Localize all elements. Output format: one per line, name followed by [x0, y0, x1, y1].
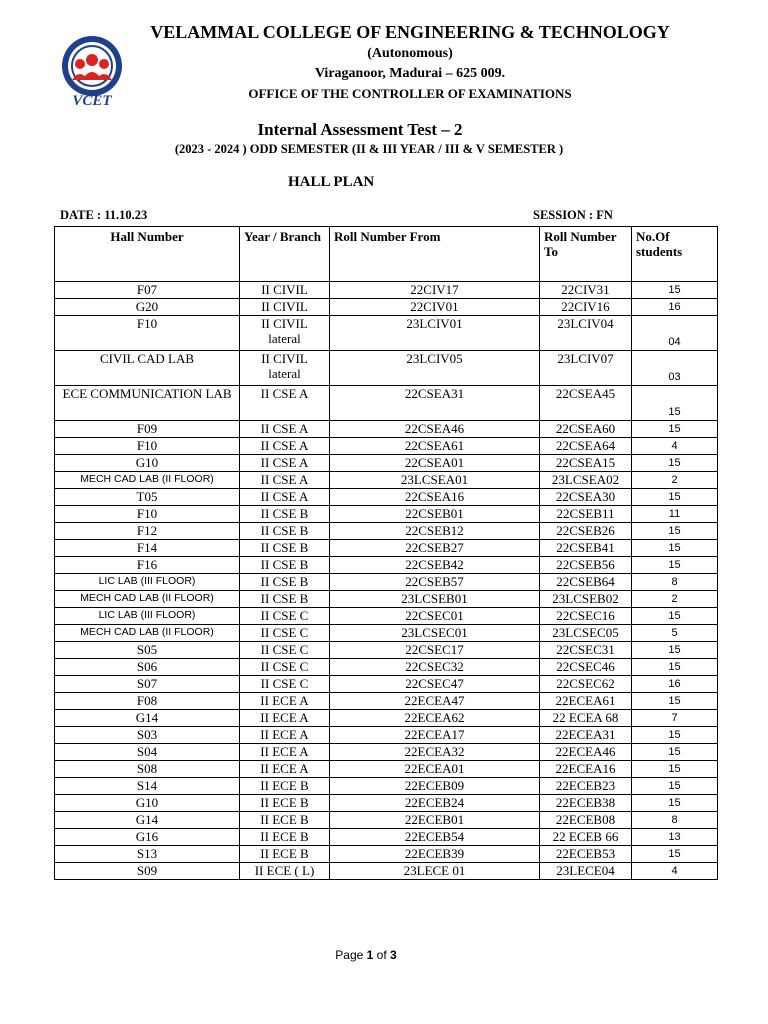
roll-from-cell: 22ECEB39 — [330, 846, 540, 863]
hall-cell: LIC LAB (III FLOOR) — [55, 574, 240, 591]
logo-text: VCET — [72, 93, 112, 108]
roll-from-cell: 22CSEA46 — [330, 421, 540, 438]
table-row — [55, 795, 718, 812]
students-cell: 03 — [632, 351, 718, 386]
test-title: Internal Assessment Test – 2 — [257, 120, 463, 139]
header-hall-number: Hall Number — [55, 227, 240, 282]
hall-cell: S05 — [55, 642, 240, 659]
roll-from-cell: 22CSEB42 — [330, 557, 540, 574]
students-cell: 5 — [632, 625, 718, 642]
branch-cell: II CSE B — [240, 523, 330, 540]
branch-cell: II ECE B — [240, 846, 330, 863]
roll-from-cell: 22ECEA47 — [330, 693, 540, 710]
table-row — [55, 557, 718, 574]
roll-from-cell: 22CSEA61 — [330, 438, 540, 455]
roll-to-cell: 22CSEB64 — [540, 574, 632, 591]
students-cell: 2 — [632, 472, 718, 489]
roll-from-cell: 22CSEC32 — [330, 659, 540, 676]
roll-to-cell: 23LCIV07 — [540, 351, 632, 386]
hall-cell: MECH CAD LAB (II FLOOR) — [55, 625, 240, 642]
students-cell: 15 — [632, 727, 718, 744]
header-year-branch: Year / Branch — [240, 227, 330, 282]
students-cell: 15 — [632, 795, 718, 812]
roll-to-cell: 23LCSEB02 — [540, 591, 632, 608]
header-roll-to: Roll Number To — [540, 227, 632, 282]
table-row — [55, 659, 718, 676]
branch-cell: II CSE A — [240, 438, 330, 455]
roll-to-cell: 23LCSEC05 — [540, 625, 632, 642]
roll-from-cell: 22ECEB01 — [330, 812, 540, 829]
branch-cell: II CSE B — [240, 557, 330, 574]
roll-to-cell: 22 ECEA 68 — [540, 710, 632, 727]
table-row — [55, 351, 718, 386]
branch-cell: II CSE C — [240, 608, 330, 625]
hall-cell: G10 — [55, 455, 240, 472]
students-cell: 15 — [632, 778, 718, 795]
roll-from-cell: 22CSEC47 — [330, 676, 540, 693]
college-name: VELAMMAL COLLEGE OF ENGINEERING & TECHNOLOGY — [150, 22, 670, 42]
branch-cell: II ECE B — [240, 829, 330, 846]
table-row — [55, 299, 718, 316]
branch-cell: II CSE A — [240, 386, 330, 421]
students-cell: 13 — [632, 829, 718, 846]
students-cell: 15 — [632, 489, 718, 506]
hall-cell: F10 — [55, 316, 240, 351]
page-indicator: Page 1 of 3 — [335, 948, 397, 962]
table-row — [55, 846, 718, 863]
page-current: 1 — [366, 948, 374, 962]
students-cell: 15 — [632, 608, 718, 625]
branch-cell: II ECE A — [240, 693, 330, 710]
hall-cell: G14 — [55, 710, 240, 727]
hall-cell: F09 — [55, 421, 240, 438]
hall-cell: ECE COMMUNICATION LAB — [55, 386, 240, 421]
roll-to-cell: 22CSEC62 — [540, 676, 632, 693]
roll-to-cell: 22ECEB23 — [540, 778, 632, 795]
branch-cell: II ECE A — [240, 761, 330, 778]
college-address: Viraganoor, Madurai – 625 009. — [314, 66, 506, 81]
plan-title: HALL PLAN — [288, 174, 375, 190]
hall-cell: MECH CAD LAB (II FLOOR) — [55, 472, 240, 489]
hall-cell: S04 — [55, 744, 240, 761]
roll-from-cell: 22CSEA01 — [330, 455, 540, 472]
table-row — [55, 829, 718, 846]
roll-to-cell: 22CSEB26 — [540, 523, 632, 540]
branch-cell: II CSE B — [240, 574, 330, 591]
hall-cell: T05 — [55, 489, 240, 506]
table-row — [55, 455, 718, 472]
roll-from-cell: 23LCIV05 — [330, 351, 540, 386]
page-total: 3 — [390, 948, 397, 962]
hall-cell: G10 — [55, 795, 240, 812]
roll-to-cell: 23LCSEA02 — [540, 472, 632, 489]
roll-from-cell: 22CSEB01 — [330, 506, 540, 523]
students-cell: 8 — [632, 574, 718, 591]
hall-cell: G14 — [55, 812, 240, 829]
students-cell: 04 — [632, 316, 718, 351]
students-cell: 8 — [632, 812, 718, 829]
roll-from-cell: 22ECEB54 — [330, 829, 540, 846]
roll-from-cell: 22CSEB27 — [330, 540, 540, 557]
students-cell: 11 — [632, 506, 718, 523]
branch-cell: II CIVIL — [240, 282, 330, 299]
branch-cell: II CSE B — [240, 591, 330, 608]
roll-from-cell: 22CSEB12 — [330, 523, 540, 540]
autonomous-label: (Autonomous) — [367, 46, 453, 61]
hall-cell: G20 — [55, 299, 240, 316]
branch-cell: II CSE C — [240, 642, 330, 659]
roll-to-cell: 22CSEA64 — [540, 438, 632, 455]
students-cell: 15 — [632, 421, 718, 438]
branch-cell: II ECE A — [240, 744, 330, 761]
hall-cell: F10 — [55, 506, 240, 523]
hall-plan-table — [54, 226, 718, 880]
roll-from-cell: 22ECEA17 — [330, 727, 540, 744]
office-title: OFFICE OF THE CONTROLLER OF EXAMINATIONS — [248, 86, 572, 101]
roll-to-cell: 22CSEA15 — [540, 455, 632, 472]
hall-cell: F08 — [55, 693, 240, 710]
branch-cell: II CSE B — [240, 540, 330, 557]
table-row — [55, 540, 718, 557]
roll-from-cell: 22ECEA01 — [330, 761, 540, 778]
table-row — [55, 676, 718, 693]
hall-cell: F16 — [55, 557, 240, 574]
branch-cell: II CIVIL — [240, 299, 330, 316]
roll-from-cell: 23LCSEC01 — [330, 625, 540, 642]
students-cell: 15 — [632, 540, 718, 557]
table-row — [55, 506, 718, 523]
roll-from-cell: 23LCIV01 — [330, 316, 540, 351]
branch-cell: II CSE C — [240, 676, 330, 693]
roll-to-cell: 22ECEA16 — [540, 761, 632, 778]
table-row — [55, 761, 718, 778]
students-cell: 15 — [632, 557, 718, 574]
branch-cell: II ECE ( L) — [240, 863, 330, 880]
roll-to-cell: 22ECEA31 — [540, 727, 632, 744]
students-cell: 15 — [632, 846, 718, 863]
students-cell: 15 — [632, 386, 718, 421]
roll-to-cell: 22CSEB41 — [540, 540, 632, 557]
branch-cell: II CIVIL lateral — [240, 351, 330, 386]
table-row — [55, 863, 718, 880]
branch-cell: II CSE A — [240, 421, 330, 438]
branch-cell: II CSE B — [240, 506, 330, 523]
hall-cell: S06 — [55, 659, 240, 676]
hall-cell: S03 — [55, 727, 240, 744]
table-row — [55, 591, 718, 608]
exam-date: DATE : 11.10.23 — [60, 208, 148, 222]
hall-cell: S09 — [55, 863, 240, 880]
students-cell: 15 — [632, 642, 718, 659]
hall-cell: LIC LAB (III FLOOR) — [55, 608, 240, 625]
branch-cell: II CSE C — [240, 659, 330, 676]
branch-cell: II ECE A — [240, 710, 330, 727]
hall-cell: F10 — [55, 438, 240, 455]
hall-cell: S13 — [55, 846, 240, 863]
roll-from-cell: 22CIV17 — [330, 282, 540, 299]
table-row — [55, 386, 718, 421]
hall-cell: F07 — [55, 282, 240, 299]
roll-from-cell: 22CSEC01 — [330, 608, 540, 625]
roll-to-cell: 23LCIV04 — [540, 316, 632, 351]
roll-to-cell: 22CSEB11 — [540, 506, 632, 523]
hall-cell: F14 — [55, 540, 240, 557]
hall-cell: F12 — [55, 523, 240, 540]
students-cell: 15 — [632, 523, 718, 540]
roll-to-cell: 22CSEC16 — [540, 608, 632, 625]
students-cell: 15 — [632, 693, 718, 710]
roll-to-cell: 22CIV16 — [540, 299, 632, 316]
table-header-row — [55, 227, 718, 282]
hall-cell: S07 — [55, 676, 240, 693]
roll-to-cell: 22CSEC46 — [540, 659, 632, 676]
roll-from-cell: 22ECEA32 — [330, 744, 540, 761]
hall-cell: CIVIL CAD LAB — [55, 351, 240, 386]
branch-cell: II CSE A — [240, 455, 330, 472]
hall-cell: S08 — [55, 761, 240, 778]
table-row — [55, 523, 718, 540]
branch-cell: II CSE A — [240, 489, 330, 506]
table-row — [55, 438, 718, 455]
hall-cell: S14 — [55, 778, 240, 795]
table-row — [55, 625, 718, 642]
students-cell: 4 — [632, 863, 718, 880]
table-row — [55, 744, 718, 761]
students-cell: 2 — [632, 591, 718, 608]
roll-from-cell: 22ECEB24 — [330, 795, 540, 812]
branch-cell: II CSE A — [240, 472, 330, 489]
students-cell: 16 — [632, 676, 718, 693]
header-students: No.Of students — [632, 227, 718, 282]
branch-cell: II ECE B — [240, 778, 330, 795]
table-row — [55, 710, 718, 727]
branch-cell: II ECE A — [240, 727, 330, 744]
roll-to-cell: 22ECEA46 — [540, 744, 632, 761]
roll-to-cell: 22CIV31 — [540, 282, 632, 299]
roll-from-cell: 22CSEA16 — [330, 489, 540, 506]
branch-cell: II ECE B — [240, 812, 330, 829]
table-row — [55, 812, 718, 829]
table-row — [55, 642, 718, 659]
roll-from-cell: 22ECEB09 — [330, 778, 540, 795]
roll-from-cell: 22CIV01 — [330, 299, 540, 316]
roll-from-cell: 22CSEB57 — [330, 574, 540, 591]
students-cell: 15 — [632, 761, 718, 778]
roll-to-cell: 22CSEA30 — [540, 489, 632, 506]
roll-to-cell: 22ECEB53 — [540, 846, 632, 863]
semester-line: (2023 - 2024 ) ODD SEMESTER (II & III YEAR / III & V SEMESTER ) — [174, 142, 564, 156]
roll-to-cell: 22CSEA45 — [540, 386, 632, 421]
table-row — [55, 282, 718, 299]
roll-to-cell: 22CSEB56 — [540, 557, 632, 574]
students-cell: 4 — [632, 438, 718, 455]
roll-to-cell: 22ECEB08 — [540, 812, 632, 829]
header-roll-from: Roll Number From — [330, 227, 540, 282]
table-row — [55, 693, 718, 710]
table-row — [55, 421, 718, 438]
roll-to-cell: 23LECE04 — [540, 863, 632, 880]
students-cell: 16 — [632, 299, 718, 316]
roll-from-cell: 23LCSEA01 — [330, 472, 540, 489]
table-row — [55, 574, 718, 591]
roll-to-cell: 22CSEA60 — [540, 421, 632, 438]
roll-to-cell: 22ECEA61 — [540, 693, 632, 710]
branch-cell: II CSE C — [240, 625, 330, 642]
table-row — [55, 472, 718, 489]
students-cell: 15 — [632, 659, 718, 676]
branch-cell: II CIVIL lateral — [240, 316, 330, 351]
roll-from-cell: 22CSEC17 — [330, 642, 540, 659]
roll-to-cell: 22 ECEB 66 — [540, 829, 632, 846]
roll-to-cell: 22CSEC31 — [540, 642, 632, 659]
table-row — [55, 727, 718, 744]
table-row — [55, 608, 718, 625]
table-row — [55, 316, 718, 351]
roll-from-cell: 23LECE 01 — [330, 863, 540, 880]
students-cell: 15 — [632, 282, 718, 299]
roll-from-cell: 22ECEA62 — [330, 710, 540, 727]
table-row — [55, 489, 718, 506]
table-row — [55, 778, 718, 795]
roll-from-cell: 22CSEA31 — [330, 386, 540, 421]
roll-from-cell: 23LCSEB01 — [330, 591, 540, 608]
branch-cell: II ECE B — [240, 795, 330, 812]
students-cell: 15 — [632, 744, 718, 761]
hall-cell: MECH CAD LAB (II FLOOR) — [55, 591, 240, 608]
hall-cell: G16 — [55, 829, 240, 846]
roll-to-cell: 22ECEB38 — [540, 795, 632, 812]
exam-session: SESSION : FN — [533, 208, 613, 222]
students-cell: 7 — [632, 710, 718, 727]
students-cell: 15 — [632, 455, 718, 472]
